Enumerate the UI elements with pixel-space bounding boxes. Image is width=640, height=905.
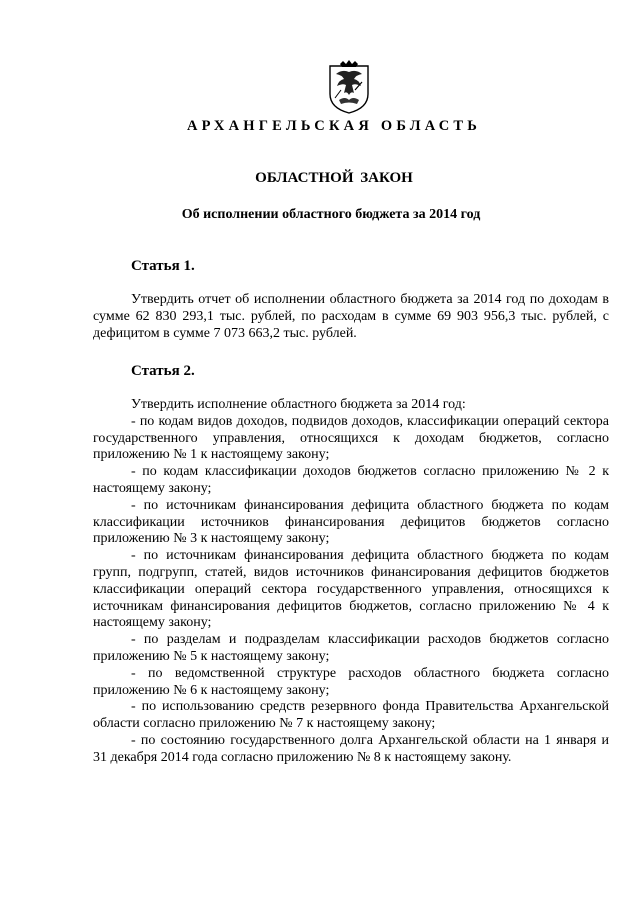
law-type-heading: ОБЛАСТНОЙ ЗАКОН <box>255 170 413 186</box>
list-item: - по состоянию государственного долга Архангельской области на 1 января и 31 декабря 2014 года согласно приложению № 8 к настоящему закону. <box>93 732 609 765</box>
law-title: Об исполнении областного бюджета за 2014 год <box>181 207 481 222</box>
list-item: - по источникам финансирования дефицита областного бюджета по кодам классификации источников финансирования дефицитов бюджетов согласно приложению № 3 к настоящему закону; <box>93 497 609 547</box>
coat-of-arms-emblem <box>327 60 371 114</box>
list-item: - по использованию средств резервного фонда Правительства Архангельской области согласно приложению № 7 к настоящему закону; <box>93 699 609 732</box>
article-2-body <box>93 397 609 767</box>
list-item: - по ведомственной структуре расходов областного бюджета согласно приложению № 6 к настоящему закону; <box>93 665 609 698</box>
article-1-heading: Статья 1. <box>131 258 195 274</box>
list-item: - по кодам классификации доходов бюджетов согласно приложению № 2 к настоящему закону; <box>93 464 609 496</box>
article-2-heading: Статья 2. <box>131 363 195 379</box>
article-2-intro: Утвердить исполнение областного бюджета за 2014 год: <box>131 397 466 412</box>
list-item: - по источникам финансирования дефицита областного бюджета по кодам групп, подгрупп, статей, видов источников финансирования дефицитов бюджетов классификации операций сектора государственного управления, относящихся к источникам финансирования дефицитов бюджетов, согласно приложению № 4 к настоящему закону; <box>93 548 609 631</box>
region-name: АРХАНГЕЛЬСКАЯ ОБЛАСТЬ <box>186 118 482 134</box>
list-item: - по разделам и подразделам классификации расходов бюджетов согласно приложению № 5 к настоящему закону; <box>93 632 609 664</box>
list-item: - по кодам видов доходов, подвидов доходов, классификации операций сектора государственного управления, относящихся к доходам бюджетов, согласно приложению № 1 к настоящему закону; <box>93 413 609 463</box>
article-1-text: Утвердить отчет об исполнении областного бюджета за 2014 год по доходам в сумме 62 830 293,1 тыс. рублей, по расходам в сумме 69 903 956,3 тыс. рублей, с дефицитом в сумме 7 073 663,2 тыс. рублей. <box>93 292 609 341</box>
